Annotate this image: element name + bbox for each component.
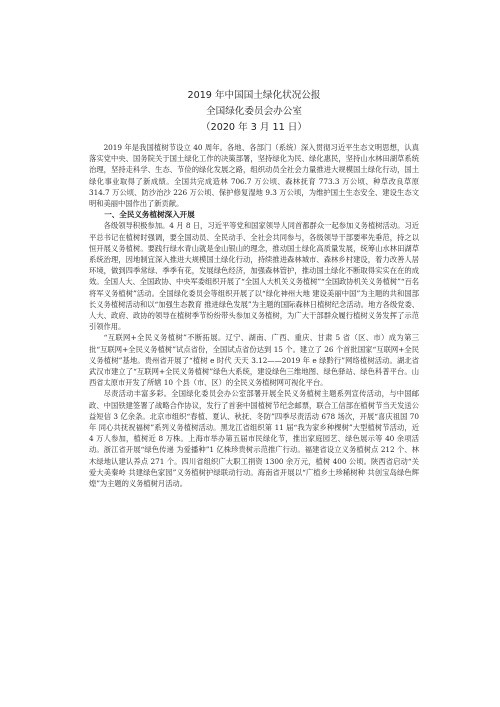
document-header — [89, 88, 419, 136]
document-title: 2019 年中国国土绿化状况公报 — [187, 90, 321, 101]
document-issuer: 全国绿化委员会办公室 — [206, 106, 302, 117]
section-paragraph-activities: 尽责活动丰富多彩。全国绿化委员会办公室部署开展全民义务植树主题系列宣传活动，与中国邮政、中国铁建签署了战略合作协议，发行了首套中国植树节纪念邮票，联合工信部在植树节当天发送公益短信 3 亿余条。北京市组织“春植、夏认、秋抚、冬防”四季尽责活动 678 场次，开展“喜庆祖国 70 年 同心共抚祝福树”系列义务植树活动。黑龙江省组织第 11 届“我为家乡种棵树”大型植树节活动，近 4 万人参加，植树近 8 万株。上海市举办第五届市民绿化节，推出家庭园艺、绿色展示等 40 余项活动。浙江省开展“绿色传递 为爱播种”1 亿株珍贵树示范推广行动。福建省设立义务植树点 212 个、林木绿地认建认养点 271 个。四川省组织广大职工捐资 1300 余万元，植树 400 公顷。陕西省启动“关爱大美秦岭 共建绿色家园”义务植树护绿联动行动。海南省开展以“广植乡土珍稀树种 共创宝岛绿色辉煌”为主题的义务植树月活动。 — [89, 389, 419, 489]
document-body — [89, 142, 419, 489]
section-heading: 一、全民义务植树深入开展 — [104, 210, 195, 220]
section-paragraph-leaders: 各级领导积极参加。4 月 8 日，习近平等党和国家领导人同首都群众一起参加义务植树活动。习近平总书记在植树时强调，要全国动员、全民动手、全社会共同参与，各级领导干部要率先垂范，持之以恒开展义务植树。要践行绿水青山就是金山银山的理念，推动国土绿化高质量发展，统筹山水林田湖草系统治理，因地制宜深入推进大规模国土绿化行动，持续推进森林城市、森林乡村建设，着力改善人居环境，做到四季常绿、季季有花，发展绿色经济，加强森林管护，推动国土绿化不断取得实实在在的成效。全国人大、全国政协、中央军委组织开展了“全国人大机关义务植树”“全国政协机关义务植树”“百名将军义务植树”活动。全国绿化委员会等组织开展了以“绿化神州大地 建设美丽中国”为主题的共和国部长义务植树活动和以“加强生态教育 推进绿色发展”为主题的国际森林日植树纪念活动。地方各级党委、人大、政府、政协的领导在植树季节纷纷带头参加义务植树，为广大干部群众履行植树义务发挥了示范引领作用。 — [89, 221, 420, 332]
intro-paragraph: 2019 年是我国植树节设立 40 周年。各地、各部门（系统）深入贯彻习近平生态文明思想，认真落实党中央、国务院关于国土绿化工作的决策部署，坚持绿化为民、绿化惠民，坚持山水林田湖草系统治理，坚持走科学、生态、节俭的绿化发展之路，组织动员全社会力量推进大规模国土绿化行动，国土绿化事业取得了新成绩。全国共完成造林 706.7 万公顷、森林抚育 773.3 万公顷、种草改良草原 314.7 万公顷、防沙治沙 226 万公顷、保护修复湿地 9.3 万公顷，为维护国土生态安全、建设生态文明和美丽中国作出了新贡献。 — [89, 143, 419, 209]
section-paragraph-internet: “互联网+全民义务植树”不断拓展。辽宁、湖南、广西、重庆、甘肃 5 省（区、市）成为第三批“互联网+全民义务植树”试点省份，全国试点省份达到 15 个。建立了 26 个首批国家“互联网+全民义务植树”基地。贵州省开展了“植树 e 时代 天天 3.12——2019 年 e 绿黔行”网络植树活动。湖北省武汉市建立了“互联网+全民义务植树”绿色大系统，建设绿色三维地图、绿色驿站、绿色科普平台。山西省太原市开发了所辖 10 个县（市、区）的全民义务植树网可视化平台。 — [89, 333, 419, 388]
document-date: （2020 年 3 月 11 日） — [201, 122, 307, 133]
